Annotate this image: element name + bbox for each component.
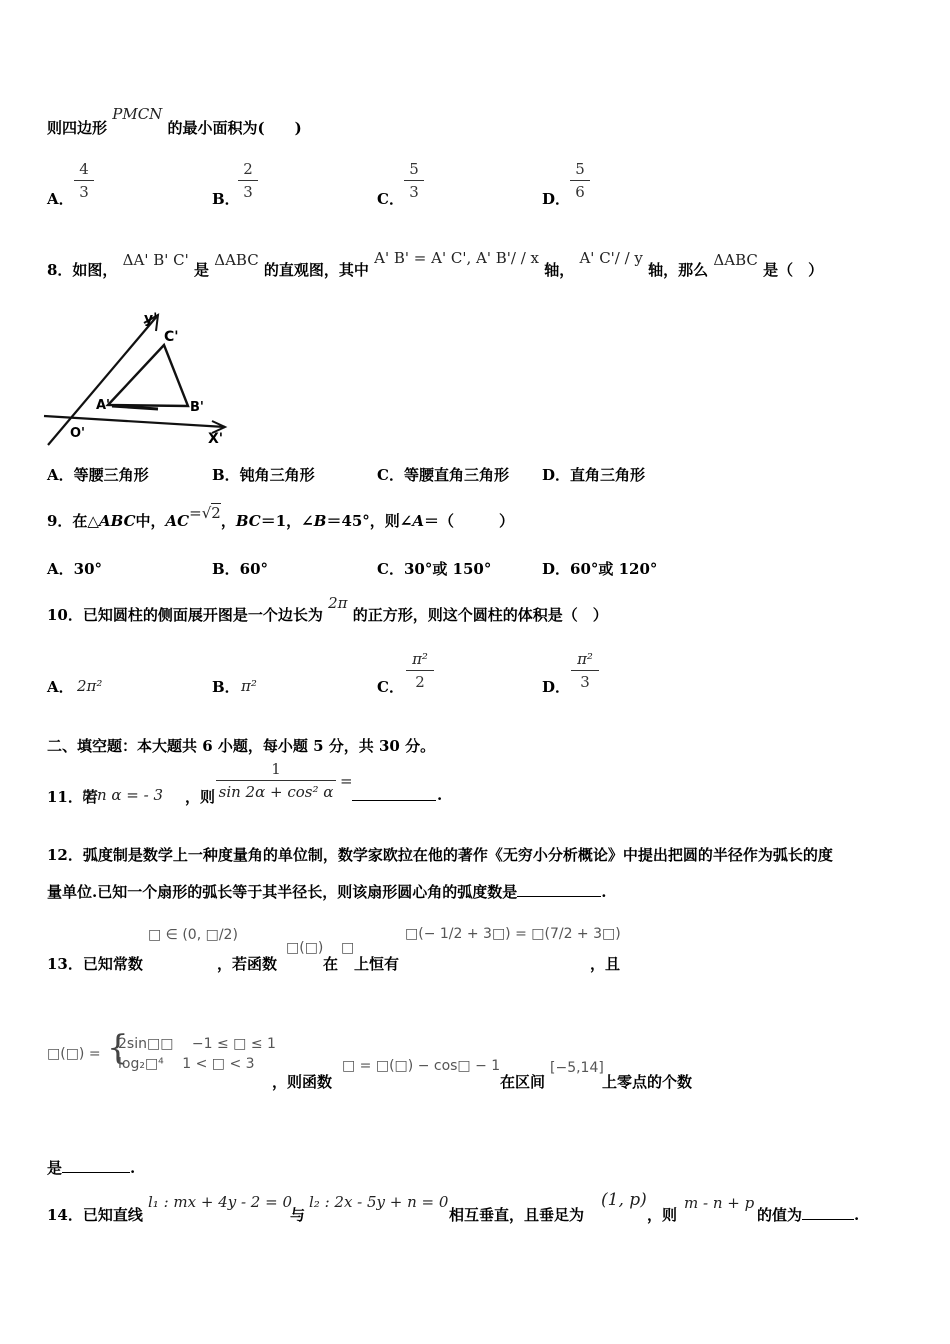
q10-stem: 10．已知圆柱的侧面展开图是一个边长为 2π 的正方形，则这个圆柱的体积是（ ） (47, 594, 608, 624)
q7-stem-post: 的最小面积为( ) (167, 119, 302, 137)
q8-math-1: ΔA' B' C' (122, 251, 189, 269)
q9-option-d: D．60°或 120° (542, 560, 658, 578)
q13-answer-line: 是 . (47, 1159, 136, 1177)
q11-mid: ，则 (185, 788, 216, 806)
q8-option-d: D．直角三角形 (542, 466, 646, 484)
q13-equation: □(− 1/2 + 3□) = □(7/2 + 3□) (405, 926, 621, 942)
q9-option-c: C．30°或 150° (377, 560, 492, 578)
q14-line-2: l₂ : 2x - 5y + n = 0 (309, 1193, 449, 1211)
q7-math: PMCN (112, 105, 163, 123)
q11-fraction: 1 sin 2α + cos² α (216, 760, 336, 801)
q11-period: . (437, 786, 443, 804)
label-a: A' (96, 398, 111, 413)
label-y: y' (144, 311, 158, 327)
q7-option-b-fraction: 2 3 (238, 160, 258, 201)
q13-piece-2: log₂□⁴ 1 < □ < 3 (118, 1056, 255, 1072)
q10-option-c-fraction: π² 2 (406, 650, 434, 691)
q8-math-3: A' B' = A' C', A' B'/ / x (374, 249, 539, 267)
q12-answer-blank[interactable] (517, 882, 601, 897)
q7-option-a-letter: A． (47, 190, 74, 208)
q7-option-a-fraction: 4 3 (74, 160, 94, 201)
section-2-heading: 二、填空题：本大题共 6 小题，每小题 5 分，共 30 分。 (47, 737, 436, 755)
q7-option-d-fraction: 5 6 (570, 160, 590, 201)
q10-math: 2π (328, 594, 348, 612)
q8-option-a: A．等腰三角形 (47, 466, 149, 484)
q9-stem: 9．在△ABC中，AC=√2，BC＝1，∠B＝45°，则∠A＝（ ） (47, 504, 515, 530)
q10-option-b-letter: B． (212, 678, 240, 696)
q11-equals: = (340, 772, 353, 790)
q8-oblique-figure (40, 305, 240, 455)
q9-sqrt-value: 2 (211, 504, 221, 522)
q10-option-d-fraction: π² 3 (571, 650, 599, 691)
q10-option-c-letter: C． (377, 678, 404, 696)
q14-pre: 14．已知直线 (47, 1206, 143, 1224)
label-x: X' (208, 431, 224, 447)
q14-expression: m - n + p (684, 1194, 755, 1212)
q7-option-c-fraction: 5 3 (404, 160, 424, 201)
q14-answer-blank[interactable] (802, 1205, 854, 1220)
q8-stem: 8．如图， ΔA' B' C' 是 ΔABC 的直观图，其中 A' B' = A' C', A' B'/ / x 轴， A' C'/ / y 轴，那么 ΔABC 是（ ） (47, 249, 824, 279)
q13-condition: □ ∈ (0, □/2) (148, 927, 238, 943)
q14-foot-point: (1, p) (601, 1190, 647, 1210)
q10-option-d-letter: D． (542, 678, 571, 696)
q14-answer-line: 的值为 . (757, 1206, 860, 1224)
label-b: B' (190, 400, 204, 415)
q13-fx: □(□) (286, 940, 324, 956)
y-axis-line (48, 315, 158, 445)
label-o: O' (70, 426, 86, 441)
q14-line-1: l₁ : mx + 4y - 2 = 0 (148, 1193, 293, 1211)
q11-answer-blank[interactable] (352, 786, 436, 801)
q13-function-g: □ = □(□) − cos□ − 1 (342, 1058, 501, 1074)
q7-option-d-letter: D． (542, 190, 571, 208)
q11-condition: tan α = - 3 (82, 786, 164, 804)
q10-option-a-expr: 2π² (77, 677, 103, 695)
q8-math-2: ΔABC (214, 251, 259, 269)
q8-math-4: A' C'/ / y (579, 249, 643, 267)
q13-answer-blank[interactable] (62, 1158, 130, 1173)
q13-interval: [−5,14] (550, 1060, 604, 1076)
q7-option-c-letter: C． (377, 190, 404, 208)
q10-option-a-letter: A． (47, 678, 74, 696)
q8-math-5: ΔABC (713, 251, 758, 269)
q12-line-2: 量单位.已知一个扇形的弧长等于其半径长，则该扇形圆心角的弧度数是 . (47, 883, 607, 901)
q8-option-b: B．钝角三角形 (212, 466, 315, 484)
q9-option-a: A．30° (47, 560, 103, 578)
q13-piece-1: 2sin□□ −1 ≤ □ ≤ 1 (118, 1036, 276, 1052)
q9-option-b: B．60° (212, 560, 269, 578)
triangle-abc (108, 345, 188, 406)
label-c: C' (164, 329, 179, 345)
q7-stem-pre: 则四边形 (47, 119, 108, 137)
q11-pre: 11．若 (47, 788, 98, 806)
q13-piecewise-lhs: □(□) = (47, 1046, 101, 1062)
q10-option-b-expr: π² (241, 677, 257, 695)
q8-option-c: C．等腰直角三角形 (377, 466, 509, 484)
q12-line-1: 12．弧度制是数学上一种度量角的单位制，数学家欧拉在他的著作《无穷小分析概论》中提出把圆的半径作为弧长的度 (47, 846, 833, 864)
q13-brace: { (107, 1028, 129, 1068)
q7-option-b-letter: B． (212, 190, 240, 208)
q13-pre: 13．已知常数 (47, 955, 143, 973)
q7-stem (47, 105, 302, 138)
